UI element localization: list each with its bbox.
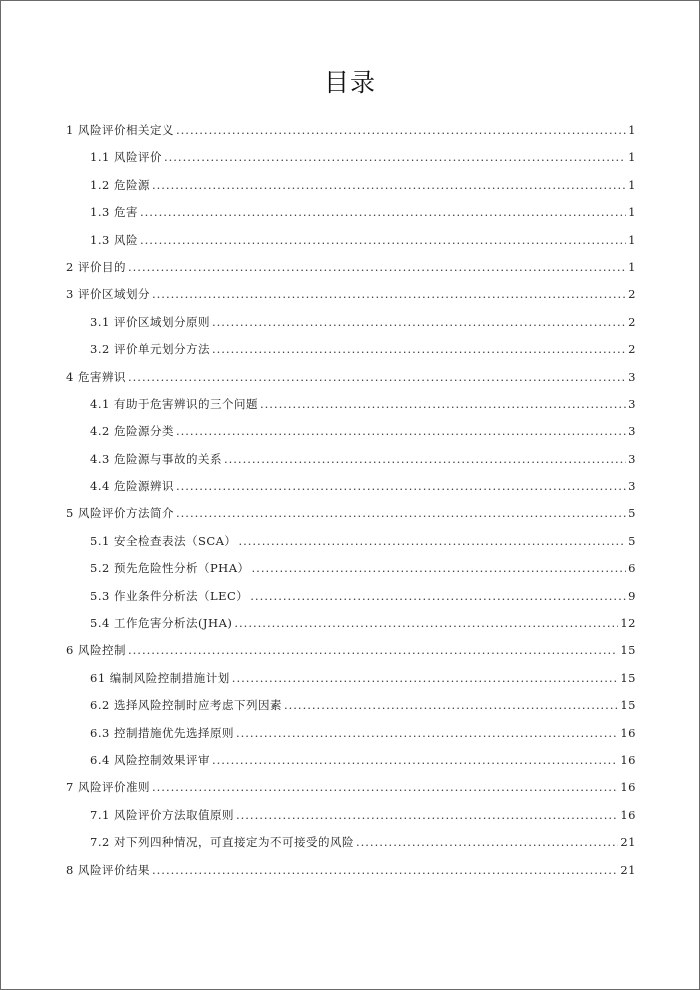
toc-entry[interactable] (66, 336, 636, 363)
toc-dot-leader (176, 418, 626, 445)
toc-dot-leader (176, 500, 626, 527)
toc-entry-page-number: 1 (628, 205, 636, 220)
toc-entry[interactable] (66, 555, 636, 582)
toc-entry-page-number: 2 (628, 314, 636, 329)
toc-dot-leader (176, 473, 626, 500)
toc-entry[interactable] (66, 199, 636, 226)
toc-entry-page-number: 3 (628, 479, 636, 494)
toc-entry-label: 1.3 风险 (90, 232, 138, 247)
toc-entry[interactable] (66, 227, 636, 254)
toc-entry-page-number: 3 (628, 451, 636, 466)
toc-entry-label: 7 风险评价准则 (66, 780, 150, 795)
toc-entry-page-number: 15 (620, 670, 636, 685)
toc-entry-page-number: 15 (620, 698, 636, 713)
toc-entry-page-number: 21 (620, 862, 636, 877)
toc-entry[interactable] (66, 610, 636, 637)
toc-entry[interactable] (66, 446, 636, 473)
toc-entry[interactable] (66, 692, 636, 719)
toc-entry-page-number: 1 (628, 259, 636, 274)
toc-entry-label: 1.1 风险评价 (90, 150, 162, 165)
toc-dot-leader (176, 117, 626, 144)
toc-dot-leader (236, 720, 618, 747)
toc-entry-label: 5 风险评价方法简介 (66, 506, 174, 521)
toc-dot-leader (236, 802, 618, 829)
toc-entry-page-number: 3 (628, 369, 636, 384)
toc-dot-leader (140, 199, 626, 226)
toc-entry-page-number: 21 (620, 835, 636, 850)
toc-entry-label: 2 评价目的 (66, 259, 126, 274)
toc-entry-page-number: 1 (628, 232, 636, 247)
toc-dot-leader (250, 583, 626, 610)
toc-dot-leader (212, 336, 626, 363)
page-title: 目录 (323, 68, 376, 97)
toc-dot-leader (128, 637, 618, 664)
toc-entry-page-number: 1 (628, 123, 636, 137)
toc-entry-page-number: 12 (620, 616, 636, 631)
toc-entry-label: 5.2 预先危险性分析（PHA） (90, 561, 250, 576)
toc-dot-leader (152, 172, 626, 199)
toc-entry-label: 6 风险控制 (66, 643, 126, 658)
toc-entry-page-number: 16 (620, 752, 636, 767)
toc-entry[interactable] (66, 747, 636, 774)
toc-entry-label: 3 评价区域划分 (66, 287, 150, 302)
toc-entry-page-number: 15 (620, 643, 636, 658)
toc-entry[interactable] (66, 802, 636, 829)
toc-entry[interactable] (66, 665, 636, 692)
toc-entry-page-number: 16 (620, 780, 636, 795)
toc-dot-leader (238, 528, 626, 555)
toc-entry[interactable] (66, 172, 636, 199)
toc-entry-page-number: 5 (628, 506, 636, 521)
toc-entry-label: 6.2 选择风险控制时应考虑下列因素 (90, 698, 282, 713)
toc-entry[interactable] (66, 720, 636, 747)
toc-dot-leader (232, 665, 619, 692)
toc-entry-label: 1.2 危险源 (90, 177, 150, 192)
toc-entry[interactable] (66, 418, 636, 445)
toc-dot-leader (212, 309, 626, 336)
toc-entry-page-number: 9 (628, 588, 636, 603)
toc-entry-label: 4 危害辨识 (66, 369, 126, 384)
table-of-contents (66, 117, 636, 884)
toc-dot-leader (224, 446, 626, 473)
toc-entry[interactable] (66, 364, 636, 391)
toc-entry[interactable] (66, 857, 636, 884)
toc-dot-leader (152, 281, 626, 308)
toc-entry-page-number: 3 (628, 396, 636, 411)
toc-entry-page-number: 2 (628, 287, 636, 302)
toc-dot-leader (164, 144, 626, 171)
toc-dot-leader (128, 364, 626, 391)
toc-entry-label: 61 编制风险控制措施计划 (90, 670, 230, 685)
toc-entry-label: 5.3 作业条件分析法（LEC） (90, 588, 249, 603)
toc-entry-page-number: 16 (620, 807, 636, 822)
toc-entry-label: 4.2 危险源分类 (90, 424, 174, 439)
toc-entry-page-number: 2 (628, 342, 636, 357)
toc-entry[interactable] (66, 117, 636, 144)
toc-entry-label: 7.1 风险评价方法取值原则 (90, 807, 234, 822)
toc-entry[interactable] (66, 391, 636, 418)
toc-dot-leader (284, 692, 618, 719)
toc-entry[interactable] (66, 637, 636, 664)
toc-entry[interactable] (66, 500, 636, 527)
toc-dot-leader (212, 747, 618, 774)
toc-entry-page-number: 6 (628, 561, 636, 576)
toc-entry[interactable] (66, 583, 636, 610)
toc-dot-leader (152, 857, 618, 884)
toc-dot-leader (260, 391, 626, 418)
toc-entry-label: 5.4 工作危害分析法(JHA) (90, 616, 233, 631)
toc-dot-leader (140, 227, 626, 254)
toc-entry-label: 5.1 安全检查表法（SCA） (90, 533, 237, 548)
toc-entry[interactable] (66, 774, 636, 801)
toc-entry-page-number: 16 (620, 725, 636, 740)
toc-entry-label: 6.3 控制措施优先选择原则 (90, 725, 234, 740)
toc-entry[interactable] (66, 281, 636, 308)
toc-entry[interactable] (66, 254, 636, 281)
toc-entry-label: 8 风险评价结果 (66, 862, 150, 877)
toc-dot-leader (152, 774, 618, 801)
toc-entry-label: 6.4 风险控制效果评审 (90, 752, 210, 767)
toc-entry-label: 1 风险评价相关定义 (66, 123, 174, 137)
toc-dot-leader (234, 610, 618, 637)
toc-entry-page-number: 1 (628, 177, 636, 192)
toc-entry-label: 1.3 危害 (90, 205, 138, 220)
toc-entry-page-number: 5 (628, 533, 636, 548)
toc-entry[interactable] (66, 144, 636, 171)
toc-dot-leader (356, 829, 618, 856)
toc-entry[interactable] (66, 528, 636, 555)
toc-entry-label: 3.1 评价区域划分原则 (90, 314, 210, 329)
toc-entry-page-number: 3 (628, 424, 636, 439)
toc-entry-label: 7.2 对下列四种情况，可直接定为不可接受的风险 (90, 835, 354, 850)
toc-dot-leader (128, 254, 626, 281)
toc-entry-label: 3.2 评价单元划分方法 (90, 342, 210, 357)
toc-entry-page-number: 1 (628, 150, 636, 165)
toc-entry[interactable] (66, 473, 636, 500)
toc-entry-label: 4.3 危险源与事故的关系 (90, 451, 222, 466)
toc-entry-label: 4.4 危险源辨识 (90, 479, 174, 494)
toc-entry[interactable] (66, 309, 636, 336)
toc-entry[interactable] (66, 829, 636, 856)
toc-entry-label: 4.1 有助于危害辨识的三个问题 (90, 396, 258, 411)
toc-dot-leader (252, 555, 627, 582)
